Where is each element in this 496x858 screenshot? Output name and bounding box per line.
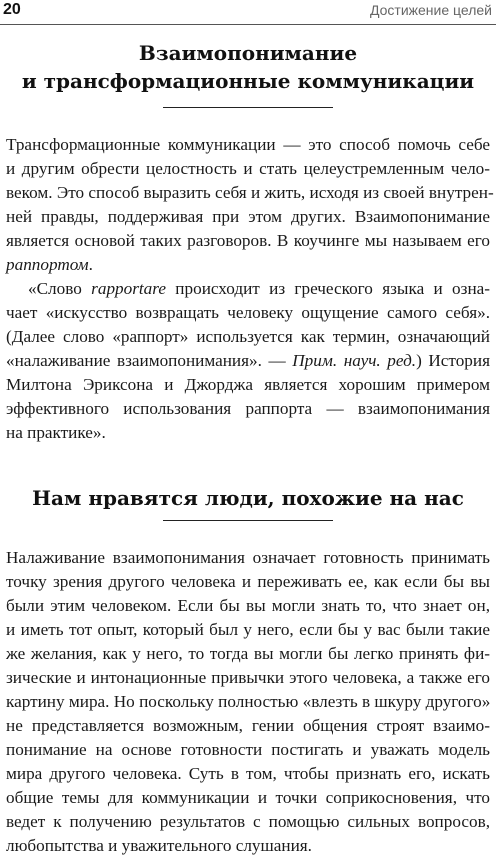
heading-line-2: и трансформационные коммуникации — [21, 69, 475, 93]
text-line: Милтона Эриксона и Джорджа является хорошим примером — [6, 375, 490, 394]
text-line: Налаживание взаимопонимания означает готовность принимать — [6, 548, 490, 567]
section-heading-rapport — [0, 39, 496, 95]
italic-term: rapportare — [91, 279, 166, 298]
running-title: Достижение целей — [370, 2, 492, 18]
heading-divider — [163, 520, 333, 521]
text-line: «Слово rapportare происходит из греческого языка и озна- — [28, 279, 490, 298]
text-line: любопытства и уважительного слушания. — [6, 836, 312, 855]
heading-line: Нам нравятся люди, похожие на нас — [32, 486, 464, 510]
text-line: веком. Это способ выразить себя и жить, исходя из своей внутрен- — [6, 183, 494, 202]
text-line: мира другого человека. Суть в том, чтобы признать его, искать — [6, 764, 490, 783]
text-line: и другим обрести целостность и стать целеустремленным чело- — [6, 159, 490, 178]
text-line: понимание на основе готовности постигать и уважать модель — [6, 740, 490, 759]
section-heading-similarity — [0, 484, 496, 512]
header-divider — [0, 24, 496, 25]
text-line: зические и интонационные привычки этого человека, а также его — [6, 668, 490, 687]
text-line: раппортом. — [6, 255, 93, 274]
text-line: ней правды, поддерживая при этом других. Взаимопонимание — [6, 207, 490, 226]
heading-line-1: Взаимопонимание — [138, 41, 358, 65]
text-line: эффективного использования раппорта — взаимопонимания — [6, 399, 490, 418]
page-number: 20 — [3, 1, 21, 18]
text-line: и иметь тот опыт, который был у него, если бы у вас были такие — [6, 620, 490, 639]
text-line: же желания, как у него, то тогда вы могли бы легко принять фи- — [6, 644, 490, 663]
editor-note: Прим. науч. ред. — [292, 351, 417, 370]
text-line: чает «искусство возвращать человеку ощущение самого себя». — [6, 303, 490, 322]
text-line: Трансформационные коммуникации — это способ помочь себе — [6, 135, 490, 154]
text-line: ведет к получению результатов с помощью сильных вопросов, — [6, 812, 490, 831]
text-line: «налаживание взаимопонимания». — Прим. науч. ред.) История — [6, 351, 490, 370]
text-line: является основой таких разговоров. В коучинге мы называем его — [6, 231, 490, 250]
text-line: общие темы для коммуникации и точки соприкосновения, что — [6, 788, 490, 807]
heading-divider — [163, 107, 333, 108]
page-header — [0, 0, 496, 26]
text-line: не представляется возможным, гении общения строят взаимо- — [6, 716, 490, 735]
italic-term: раппортом — [6, 255, 89, 274]
text-line: (Далее слово «раппорт» используется как термин, означающий — [6, 327, 490, 346]
text-line: картину мира. Но поскольку полностью «влезть в шкуру другого» — [6, 692, 491, 711]
text-line: были этим человеком. Если бы вы могли знать то, что знает он, — [6, 596, 490, 615]
text-line: на практике». — [6, 423, 106, 442]
text-line: точку зрения другого человека и переживать ее, как если бы вы — [6, 572, 490, 591]
